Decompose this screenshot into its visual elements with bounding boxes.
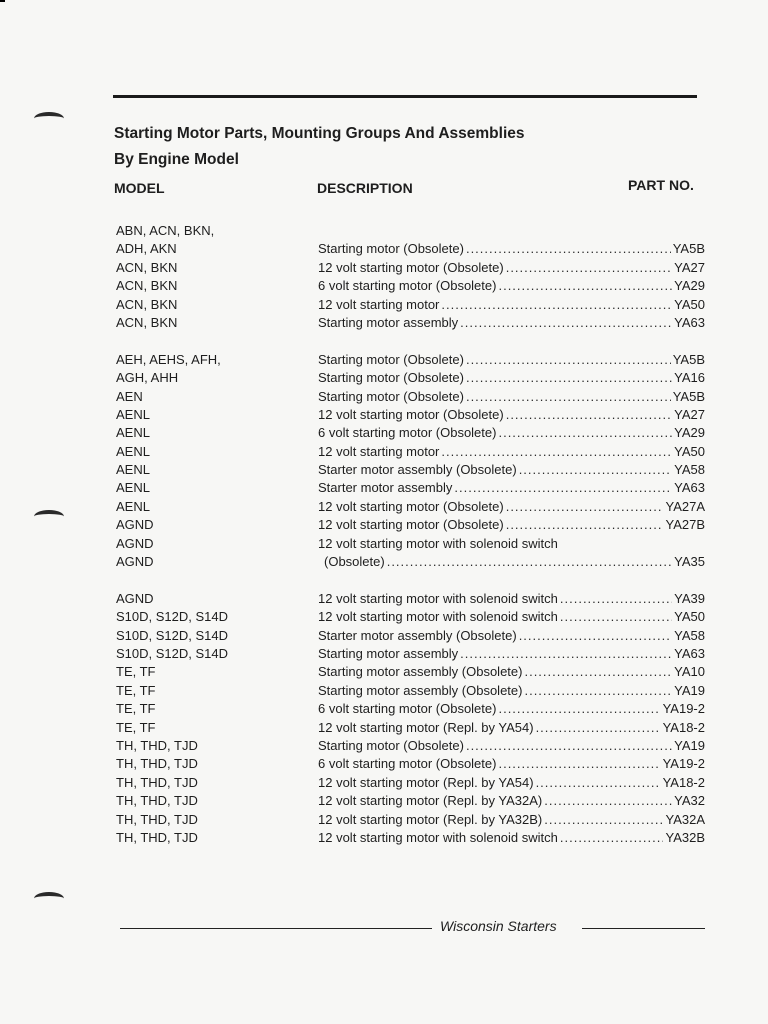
description-line — [318, 774, 705, 792]
group-spacer — [318, 332, 705, 350]
punch-hole-mark-middle — [34, 510, 64, 523]
description-line — [318, 829, 705, 847]
model-name: TE, TF — [116, 719, 156, 735]
group-spacer — [116, 332, 316, 350]
description-text: Starting motor assembly (Obsolete) — [318, 664, 523, 680]
description-line — [318, 314, 705, 332]
model-name: ADH, AKN — [116, 241, 177, 257]
description-column — [318, 222, 705, 847]
description-line — [318, 498, 705, 516]
part-number: YA19-2 — [662, 756, 705, 772]
part-number: YA50 — [674, 609, 705, 625]
footer-title: Wisconsin Starters — [440, 918, 557, 934]
dot-leader — [524, 682, 672, 700]
page-title — [114, 121, 525, 173]
description-text: 12 volt starting motor — [318, 443, 440, 459]
description-text: 12 volt starting motor (Repl. by YA54) — [318, 719, 534, 735]
description-text: 12 volt starting motor (Obsolete) — [318, 406, 504, 422]
footer-rule-left — [120, 928, 432, 929]
model-name: TH, THD, TJD — [116, 829, 198, 845]
model-name: AENL — [116, 462, 150, 478]
description-line — [318, 719, 705, 737]
part-number: YA50 — [674, 296, 705, 312]
description-line — [318, 700, 705, 718]
model-name: AENL — [116, 425, 150, 441]
dot-leader — [460, 314, 672, 332]
description-text: Starter motor assembly (Obsolete) — [318, 627, 517, 643]
description-line — [318, 755, 705, 773]
part-number: YA58 — [674, 462, 705, 478]
part-number: YA19-2 — [662, 701, 705, 717]
part-number: YA63 — [674, 645, 705, 661]
description-text: Starting motor (Obsolete) — [318, 351, 464, 367]
description-line — [318, 277, 705, 295]
description-text: 6 volt starting motor (Obsolete) — [318, 701, 497, 717]
description-text: Starting motor (Obsolete) — [318, 241, 464, 257]
part-number: YA10 — [674, 664, 705, 680]
dot-leader — [498, 424, 672, 442]
description-text: 12 volt starting motor (Repl. by YA32B) — [318, 811, 543, 827]
part-number: YA32 — [674, 793, 705, 809]
group-spacer — [116, 571, 316, 589]
description-line — [318, 590, 705, 608]
description-line — [318, 424, 705, 442]
dot-leader — [454, 479, 672, 497]
dot-leader — [466, 388, 671, 406]
model-name: TH, THD, TJD — [116, 774, 198, 790]
dot-leader — [498, 755, 660, 773]
punch-hole-mark-top — [34, 112, 64, 125]
description-line — [318, 553, 705, 571]
dot-leader — [506, 259, 672, 277]
part-number: YA63 — [674, 480, 705, 496]
description-line — [318, 369, 705, 387]
model-name: AGH, AHH — [116, 370, 179, 386]
model-column-header: MODEL — [114, 180, 165, 196]
model-name: TH, THD, TJD — [116, 756, 198, 772]
dot-leader — [560, 829, 664, 847]
model-name: ACN, BKN — [116, 314, 178, 330]
model-name: AEN — [116, 388, 143, 404]
model-column — [116, 222, 316, 847]
dot-leader — [460, 645, 672, 663]
footer-rule-right — [582, 928, 705, 929]
description-line — [318, 406, 705, 424]
part-number: YA18-2 — [662, 774, 705, 790]
model-name: TE, TF — [116, 701, 156, 717]
dot-leader — [466, 351, 671, 369]
description-text: 12 volt starting motor with solenoid switch — [318, 609, 558, 625]
dot-leader — [544, 811, 663, 829]
model-name: ACN, BKN — [116, 259, 178, 275]
description-text: Starting motor (Obsolete) — [318, 388, 464, 404]
dot-leader — [560, 590, 672, 608]
model-name: AGND — [116, 517, 154, 533]
description-line — [318, 682, 705, 700]
description-text: Starter motor assembly — [318, 480, 453, 496]
punch-hole-mark-bottom — [34, 892, 64, 905]
part-number: YA19 — [674, 737, 705, 753]
description-line — [318, 608, 705, 626]
description-text: 12 volt starting motor with solenoid switch — [318, 590, 558, 606]
description-text: 12 volt starting motor (Repl. by YA54) — [318, 774, 534, 790]
dot-leader — [536, 719, 661, 737]
part-number: YA63 — [674, 314, 705, 330]
description-line — [318, 259, 705, 277]
description-text: 6 volt starting motor (Obsolete) — [318, 756, 497, 772]
model-name: S10D, S12D, S14D — [116, 609, 229, 625]
model-name: AENL — [116, 498, 150, 514]
part-number: YA5B — [672, 388, 705, 404]
dot-leader — [524, 663, 672, 681]
dot-leader — [387, 553, 672, 571]
description-text: Starting motor (Obsolete) — [318, 370, 464, 386]
dot-leader — [536, 774, 661, 792]
description-line — [318, 296, 705, 314]
description-text: Starting motor assembly — [318, 314, 459, 330]
part-number: YA18-2 — [662, 719, 705, 735]
description-line — [318, 240, 705, 258]
part-number: YA58 — [674, 627, 705, 643]
description-text: 12 volt starting motor with solenoid switch — [318, 829, 558, 845]
description-text: 12 volt starting motor (Repl. by YA32A) — [318, 793, 543, 809]
description-text: Starter motor assembly (Obsolete) — [318, 462, 517, 478]
model-name: AGND — [116, 590, 154, 606]
model-name: AENL — [116, 406, 150, 422]
description-text: Starting motor (Obsolete) — [318, 737, 464, 753]
description-line — [318, 663, 705, 681]
description-text: 12 volt starting motor (Obsolete) — [318, 517, 504, 533]
scan-edge-mark — [0, 0, 5, 2]
description-text: Starting motor assembly — [318, 645, 459, 661]
part-number: YA5B — [672, 241, 705, 257]
model-name: ACN, BKN — [116, 278, 178, 294]
dot-leader — [441, 443, 672, 461]
description-line — [318, 516, 705, 534]
dot-leader — [506, 516, 664, 534]
page-title-line-2: By Engine Model — [114, 151, 239, 168]
description-line — [318, 388, 705, 406]
header-rule — [113, 95, 697, 98]
model-name: TH, THD, TJD — [116, 737, 198, 753]
dot-leader — [498, 700, 660, 718]
model-name: S10D, S12D, S14D — [116, 627, 229, 643]
description-text: 12 volt starting motor (Obsolete) — [318, 259, 504, 275]
description-continuation: (Obsolete) — [324, 554, 385, 570]
description-line — [318, 792, 705, 810]
description-text: 12 volt starting motor with solenoid switch — [318, 535, 558, 551]
part-number: YA32B — [665, 829, 705, 845]
part-number: YA27B — [665, 517, 705, 533]
part-number: YA29 — [674, 278, 705, 294]
description-blank-row — [318, 222, 705, 240]
model-name: TH, THD, TJD — [116, 811, 198, 827]
part-number: YA29 — [674, 425, 705, 441]
dot-leader — [544, 792, 672, 810]
dot-leader — [506, 498, 664, 516]
part-number: YA19 — [674, 682, 705, 698]
description-line — [318, 461, 705, 479]
model-name: AEH, AEHS, AFH, — [116, 351, 221, 367]
description-line — [318, 351, 705, 369]
part-number: YA27A — [665, 498, 705, 514]
model-name: TH, THD, TJD — [116, 793, 198, 809]
dot-leader — [519, 627, 672, 645]
model-name: TE, TF — [116, 664, 156, 680]
description-text: Starting motor assembly (Obsolete) — [318, 682, 523, 698]
description-text: 6 volt starting motor (Obsolete) — [318, 425, 497, 441]
model-name: ACN, BKN — [116, 296, 178, 312]
description-line — [318, 535, 705, 553]
part-number: YA27 — [674, 259, 705, 275]
dot-leader — [519, 461, 672, 479]
dot-leader — [466, 240, 671, 258]
dot-leader — [498, 277, 672, 295]
part-number-column-header: PART NO. — [628, 177, 694, 193]
description-text: 12 volt starting motor — [318, 296, 440, 312]
description-text: 6 volt starting motor (Obsolete) — [318, 278, 497, 294]
page-title-line-1: Starting Motor Parts, Mounting Groups And Assemblies — [114, 125, 525, 142]
part-number: YA39 — [674, 590, 705, 606]
description-column-header: DESCRIPTION — [317, 180, 413, 196]
model-name: S10D, S12D, S14D — [116, 645, 229, 661]
description-line — [318, 479, 705, 497]
description-line — [318, 645, 705, 663]
model-name: AENL — [116, 480, 150, 496]
dot-leader — [506, 406, 672, 424]
part-number: YA16 — [674, 370, 705, 386]
description-line — [318, 627, 705, 645]
model-name: AGND — [116, 535, 154, 551]
part-number: YA35 — [674, 554, 705, 570]
description-line — [318, 737, 705, 755]
part-number: YA27 — [674, 406, 705, 422]
dot-leader — [441, 296, 672, 314]
description-text: 12 volt starting motor (Obsolete) — [318, 498, 504, 514]
description-line — [318, 811, 705, 829]
model-name: AGND — [116, 554, 154, 570]
part-number: YA50 — [674, 443, 705, 459]
dot-leader — [560, 608, 672, 626]
dot-leader — [466, 369, 672, 387]
part-number: YA32A — [665, 811, 705, 827]
model-name: AENL — [116, 443, 150, 459]
description-line — [318, 443, 705, 461]
model-name: ABN, ACN, BKN, — [116, 223, 215, 238]
model-name: TE, TF — [116, 682, 156, 698]
dot-leader — [466, 737, 672, 755]
group-spacer — [318, 571, 705, 589]
part-number: YA5B — [672, 351, 705, 367]
